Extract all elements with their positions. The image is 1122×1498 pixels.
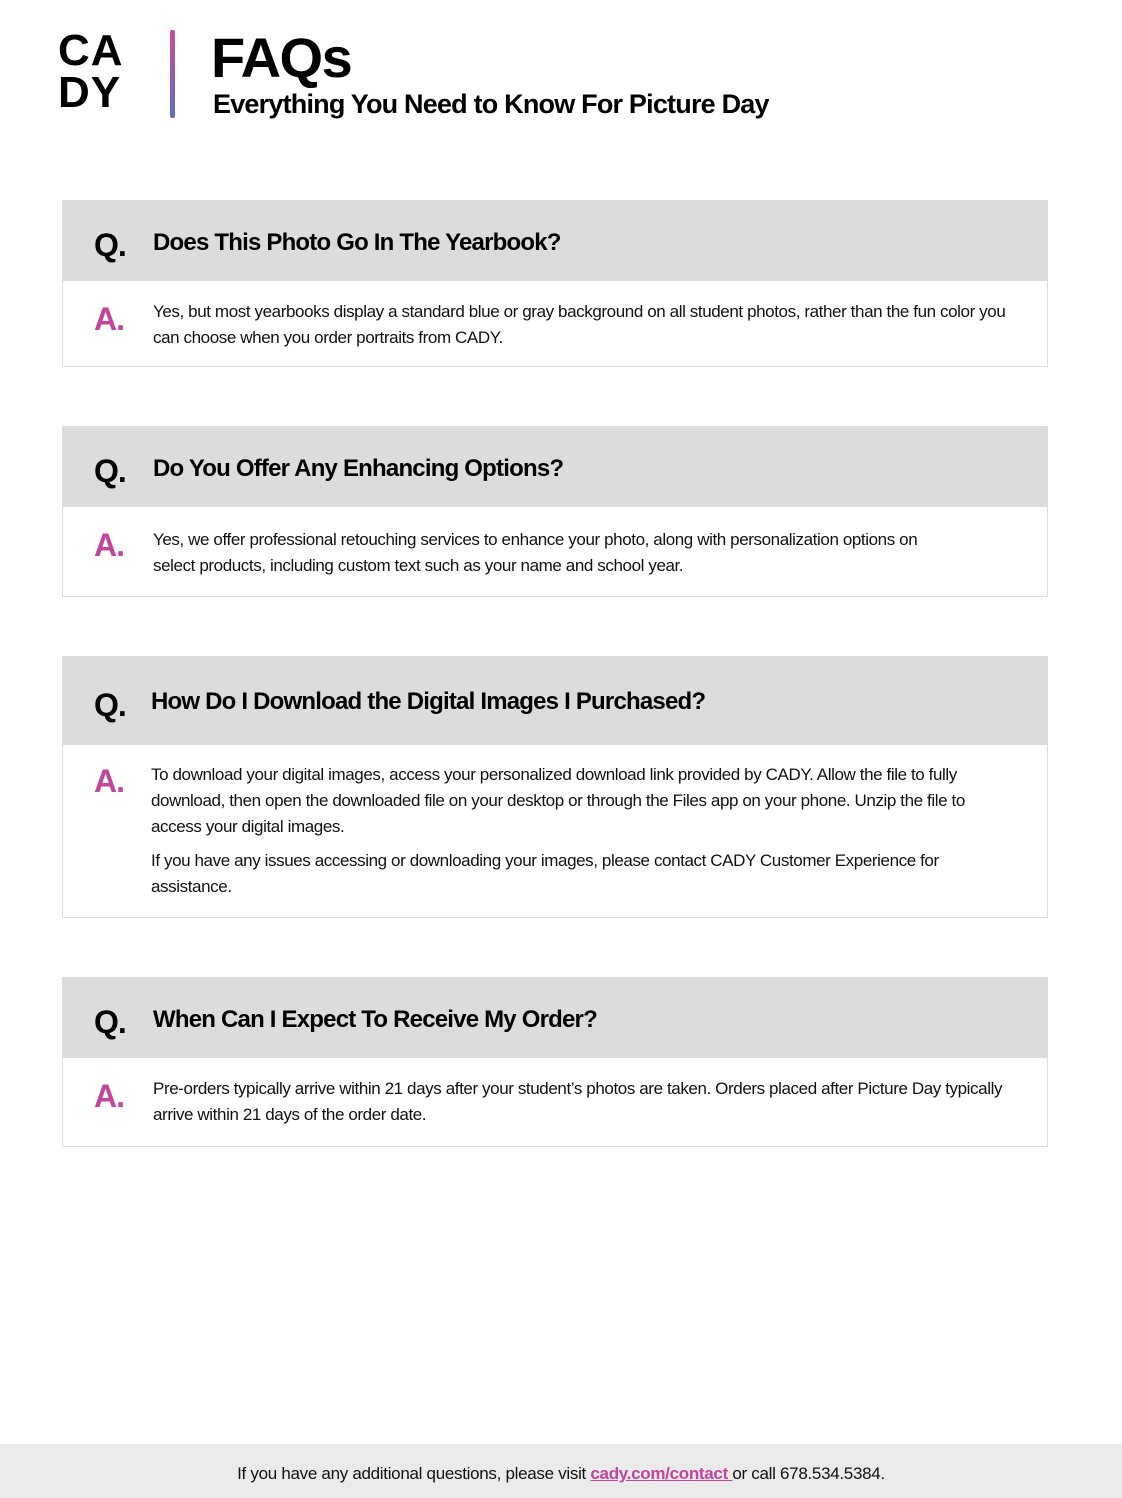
faq-item [62,656,1048,918]
answer-paragraph: Yes, but most yearbooks display a standard blue or gray background on all student photos, rather than the fun color you can choose when you order portraits from CADY. [153,302,1006,347]
logo-line-2: DY [58,68,122,117]
footer-text [0,1464,1122,1484]
answer-marker: A. [94,301,124,337]
header-divider [170,30,175,118]
answer-paragraph: Pre-orders typically arrive within 21 days after your student’s photos are taken. Orders placed after Picture Day typically arrive within 21 days of the order date. [153,1079,1003,1124]
question-text: How Do I Download the Digital Images I Purchased? [151,688,706,715]
answer-row [63,1058,1047,1147]
footer-text-before: If you have any additional questions, please visit [237,1464,591,1483]
logo-line-1: CA [58,26,124,75]
answer-marker: A. [94,763,124,799]
page-subtitle: Everything You Need to Know For Picture Day [213,89,769,119]
faq-item [62,426,1048,597]
answer-paragraph: To download your digital images, access your personalized download link provided by CADY. Allow the file to fully download, then open the downloaded file on your desktop or through the Files app on your phone. Unzip the file to access your digital images. [151,765,965,836]
answer-text [153,299,1013,359]
question-text: Do You Offer Any Enhancing Options? [153,455,564,482]
question-marker: Q. [94,687,126,723]
question-row [63,657,1047,745]
page-title: FAQs [211,26,352,89]
answer-row [63,745,1047,917]
faq-item [62,977,1048,1147]
answer-text [153,527,933,587]
footer-text-after: or call 678.534.5384. [732,1464,885,1483]
question-marker: Q. [94,1004,126,1040]
answer-paragraph: Yes, we offer professional retouching services to enhance your photo, along with personalization options on select products, including custom text such as your name and school year. [153,530,918,575]
question-row [63,201,1047,281]
question-text: Does This Photo Go In The Yearbook? [153,229,561,256]
answer-marker: A. [94,527,124,563]
question-row [63,978,1047,1058]
answer-paragraph: If you have any issues accessing or downloading your images, please contact CADY Customer Experience for assistance. [151,851,939,896]
question-marker: Q. [94,227,126,263]
answer-text [153,1076,1013,1136]
page-footer [0,1444,1122,1498]
question-marker: Q. [94,453,126,489]
question-row [63,427,1047,507]
answer-text [151,762,1001,908]
answer-row [63,507,1047,597]
page-header [58,28,1058,128]
contact-link[interactable]: cady.com/contact [590,1464,733,1483]
question-text: When Can I Expect To Receive My Order? [153,1006,597,1033]
answer-marker: A. [94,1078,124,1114]
answer-row [63,281,1047,367]
cady-logo [58,26,138,120]
faq-item [62,200,1048,367]
